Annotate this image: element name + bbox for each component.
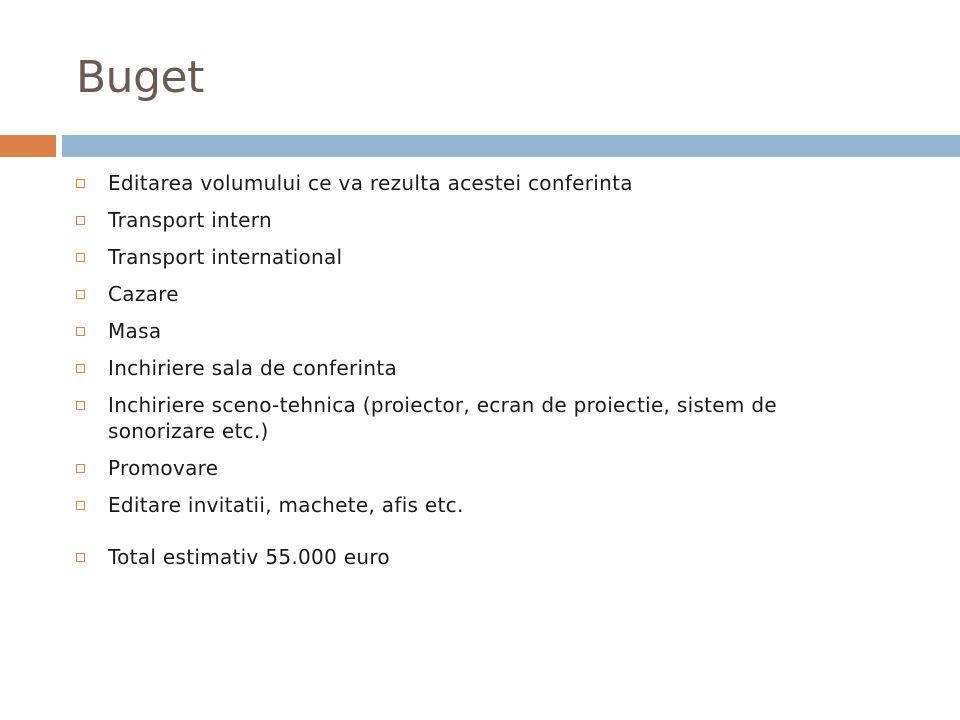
bullet-item xyxy=(0,318,960,344)
bullet-item-total xyxy=(0,544,960,570)
bullet-text: Transport international xyxy=(108,245,343,269)
hollow-square-icon xyxy=(76,216,85,225)
bullet-text: Total estimativ 55.000 euro xyxy=(108,545,390,569)
title-accent-bar xyxy=(0,135,56,157)
slide-title: Buget xyxy=(76,52,204,103)
hollow-square-icon xyxy=(76,364,85,373)
bullet-item xyxy=(0,355,960,381)
bullet-text: Inchiriere sceno-tehnica (proiector, ecran de proiectie, sistem de sonorizare etc.) xyxy=(108,393,777,443)
bullet-list xyxy=(0,170,960,581)
hollow-square-icon xyxy=(76,253,85,262)
bullet-item xyxy=(0,492,960,518)
bullet-text: Promovare xyxy=(108,456,219,480)
bullet-item xyxy=(0,207,960,233)
bullet-text: Inchiriere sala de conferinta xyxy=(108,356,398,380)
bullet-item xyxy=(0,244,960,270)
hollow-square-icon xyxy=(76,501,85,510)
bullet-item xyxy=(0,281,960,307)
bullet-text: Transport intern xyxy=(108,208,272,232)
title-divider-bar xyxy=(62,135,960,157)
bullet-item xyxy=(0,170,960,196)
hollow-square-icon xyxy=(76,179,85,188)
hollow-square-icon xyxy=(76,327,85,336)
bullet-item xyxy=(0,455,960,481)
bullet-text: Editare invitatii, machete, afis etc. xyxy=(108,493,464,517)
hollow-square-icon xyxy=(76,401,85,410)
bullet-text: Cazare xyxy=(108,282,179,306)
hollow-square-icon xyxy=(76,553,85,562)
bullet-item xyxy=(0,392,960,444)
hollow-square-icon xyxy=(76,464,85,473)
hollow-square-icon xyxy=(76,290,85,299)
bullet-text: Editarea volumului ce va rezulta acestei conferinta xyxy=(108,171,633,195)
bullet-text: Masa xyxy=(108,319,162,343)
